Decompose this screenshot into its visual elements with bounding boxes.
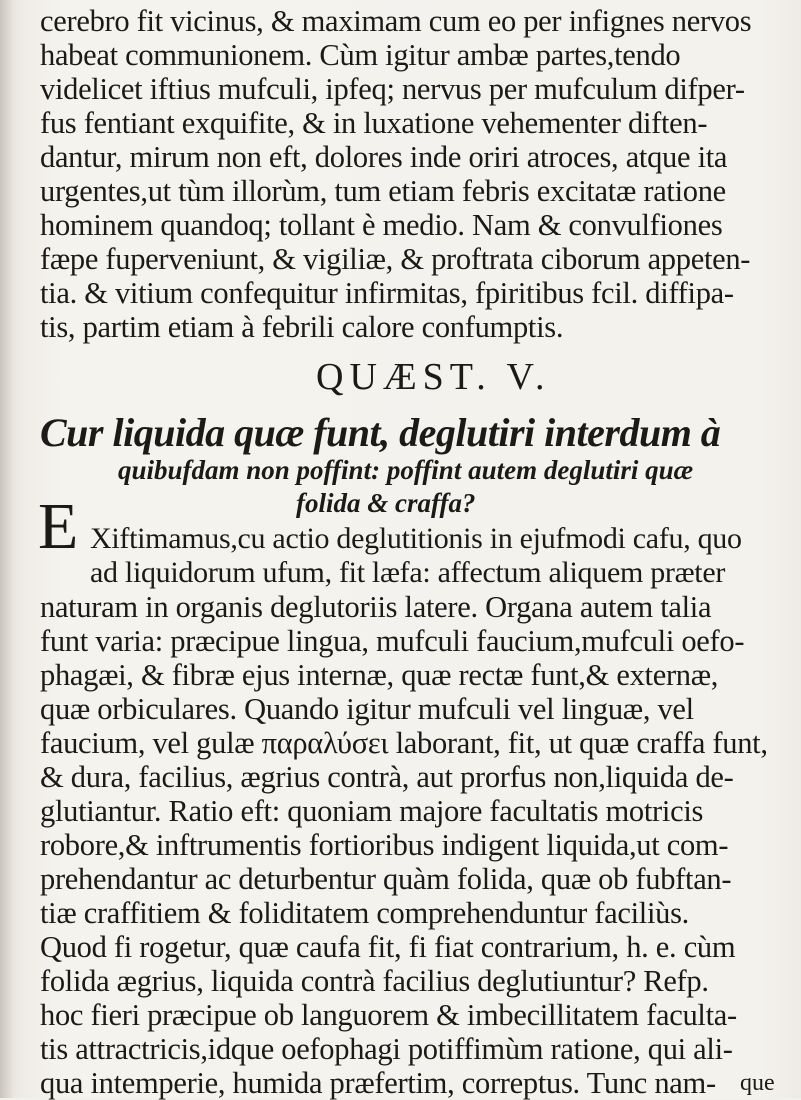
text-line: Quod fi rogetur, quæ caufa fit, fi fiat contrarium, h. e. cùm [40, 930, 736, 964]
question-title: Cur liquida quæ funt, deglutiri interdum à [40, 410, 721, 455]
text-line: glutiantur. Ratio eft: quoniam majore facultatis motricis [40, 794, 704, 828]
text-line: Xiftimamus,cu actio deglutitionis in ejufmodi cafu, quo [90, 522, 742, 555]
text-line: robore,& inftrumentis fortioribus indigent liquida,ut com- [40, 828, 729, 862]
question-subtitle: folida & craffa? [296, 488, 476, 518]
text-line: fæpe fuperveniunt, & vigiliæ, & proftrata ciborum appeten- [40, 242, 751, 276]
text-line: tis, partim etiam à febrili calore confumptis. [40, 310, 564, 344]
text-line: qua intemperie, humida præfertim, correptus. Tunc nam- [40, 1066, 716, 1100]
text-line: fus fentiant exquifite, & in luxatione vehementer diften- [40, 106, 708, 140]
text-line: phagæi, & fibræ ejus internæ, quæ rectæ funt,& externæ, [40, 658, 719, 692]
text-line: tiæ craffitiem & foliditatem comprehenduntur faciliùs. [40, 896, 689, 930]
text-line: naturam in organis deglutoriis latere. Organa autem talia [40, 590, 712, 624]
text-line: ad liquidorum ufum, fit læfa: affectum aliquem præter [90, 556, 726, 589]
question-subtitle: quibufdam non poffint: poffint autem deglutiri quæ [118, 455, 694, 485]
text-line: videlicet iftius mufculi, ipfeq; nervus per mufculum difper- [40, 72, 745, 106]
text-line: & dura, facilius, ægrius contrà, aut prorfus non,liquida de- [40, 760, 734, 794]
text-line: tis attractricis,idque oefophagi potiffimùm ratione, qui ali- [40, 1032, 733, 1066]
section-heading: QUÆST. V. [316, 356, 551, 398]
text-line: cerebro fit vicinus, & maximam cum eo per infignes nervos [40, 4, 752, 38]
text-line: funt varia: præcipue lingua, mufculi faucium,mufculi oefo- [40, 624, 745, 658]
text-line: tia. & vitium confequitur infirmitas, fpiritibus fcil. diffipa- [40, 276, 734, 310]
text-line: prehendantur ac deturbentur quàm folida, quæ ob fubftan- [40, 862, 732, 896]
text-line: urgentes,ut tùm illorùm, tum etiam febris excitatæ ratione [40, 174, 726, 208]
text-line: habeat communionem. Cùm igitur ambæ partes,tendo [40, 38, 681, 72]
drop-cap: E [38, 490, 79, 563]
text-line: quæ orbiculares. Quando igitur mufculi vel linguæ, vel [40, 692, 694, 726]
text-line: hoc fieri præcipue ob languorem & imbecillitatem faculta- [40, 998, 737, 1032]
text-line: folida ægrius, liquida contrà facilius deglutiuntur? Refp. [40, 964, 709, 998]
gutter-shadow [0, 0, 14, 1098]
text-line: dantur, mirum non eft, dolores inde oriri atroces, atque ita [40, 140, 728, 174]
text-line: faucium, vel gulæ παραλύσει laborant, fit, ut quæ craffa funt, [40, 726, 768, 760]
catchword: que [740, 1070, 775, 1096]
text-line: hominem quandoq; tollant è medio. Nam & convulfiones [40, 208, 723, 242]
